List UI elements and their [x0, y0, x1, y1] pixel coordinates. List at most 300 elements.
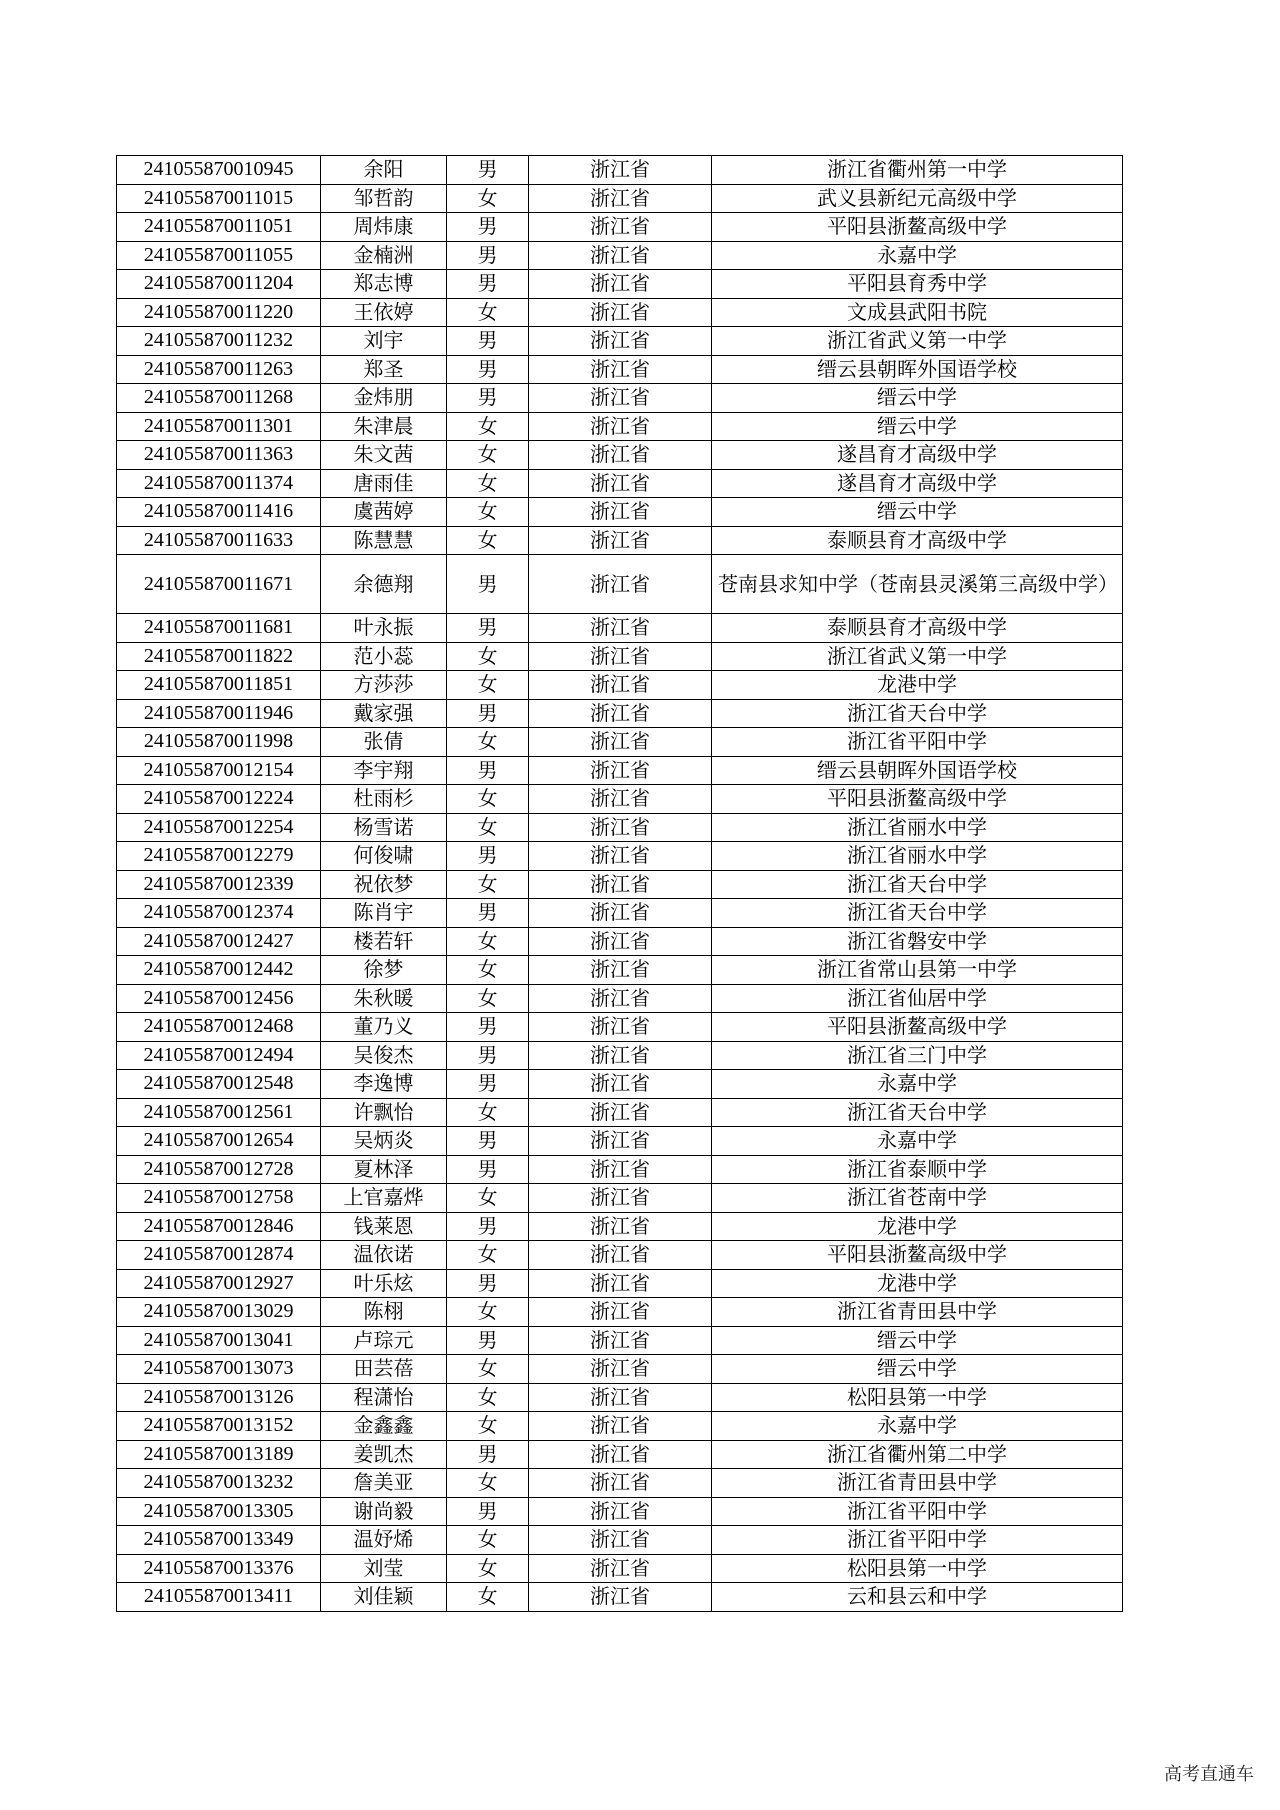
province-cell: 浙江省 — [529, 1041, 712, 1070]
student-name-cell: 杨雪诺 — [321, 813, 447, 842]
candidate-id-cell: 241055870012927 — [117, 1269, 321, 1298]
table-row — [117, 355, 1123, 384]
province-cell: 浙江省 — [529, 671, 712, 700]
gender-cell: 女 — [447, 441, 529, 470]
table-row — [117, 1212, 1123, 1241]
student-name-cell: 许飘怡 — [321, 1098, 447, 1127]
gender-cell: 女 — [447, 984, 529, 1013]
table-row — [117, 213, 1123, 242]
gender-cell: 男 — [447, 213, 529, 242]
student-name-cell: 田芸蓓 — [321, 1355, 447, 1384]
gender-cell: 男 — [447, 1497, 529, 1526]
table-row — [117, 184, 1123, 213]
school-cell: 平阳县浙鳌高级中学 — [712, 1241, 1123, 1270]
table-row — [117, 785, 1123, 814]
table-row — [117, 1583, 1123, 1612]
province-cell: 浙江省 — [529, 842, 712, 871]
candidate-id-cell: 241055870012494 — [117, 1041, 321, 1070]
student-name-cell: 陈肖宇 — [321, 899, 447, 928]
province-cell: 浙江省 — [529, 728, 712, 757]
province-cell: 浙江省 — [529, 813, 712, 842]
candidate-id-cell: 241055870011220 — [117, 298, 321, 327]
student-name-cell: 范小蕊 — [321, 642, 447, 671]
gender-cell: 女 — [447, 785, 529, 814]
gender-cell: 女 — [447, 1298, 529, 1327]
gender-cell: 女 — [447, 469, 529, 498]
gender-cell: 女 — [447, 927, 529, 956]
student-name-cell: 朱秋暖 — [321, 984, 447, 1013]
gender-cell: 女 — [447, 1098, 529, 1127]
province-cell: 浙江省 — [529, 469, 712, 498]
student-name-cell: 金楠洲 — [321, 241, 447, 270]
gender-cell: 男 — [447, 1269, 529, 1298]
student-name-cell: 程潇怡 — [321, 1383, 447, 1412]
gender-cell: 女 — [447, 1355, 529, 1384]
gender-cell: 女 — [447, 1554, 529, 1583]
school-cell: 永嘉中学 — [712, 1070, 1123, 1099]
candidate-id-cell: 241055870011055 — [117, 241, 321, 270]
table-row — [117, 327, 1123, 356]
province-cell: 浙江省 — [529, 927, 712, 956]
province-cell: 浙江省 — [529, 1184, 712, 1213]
province-cell: 浙江省 — [529, 241, 712, 270]
candidate-id-cell: 241055870013041 — [117, 1326, 321, 1355]
table-row — [117, 1554, 1123, 1583]
school-cell: 缙云中学 — [712, 384, 1123, 413]
student-name-cell: 余德翔 — [321, 555, 447, 614]
province-cell: 浙江省 — [529, 355, 712, 384]
school-cell: 泰顺县育才高级中学 — [712, 526, 1123, 555]
student-name-cell: 朱津晨 — [321, 412, 447, 441]
province-cell: 浙江省 — [529, 642, 712, 671]
gender-cell: 男 — [447, 842, 529, 871]
school-cell: 浙江省天台中学 — [712, 1098, 1123, 1127]
gender-cell: 男 — [447, 384, 529, 413]
gender-cell: 女 — [447, 1526, 529, 1555]
school-cell: 浙江省平阳中学 — [712, 1526, 1123, 1555]
province-cell: 浙江省 — [529, 899, 712, 928]
gender-cell: 女 — [447, 412, 529, 441]
gender-cell: 男 — [447, 1127, 529, 1156]
admission-roster-table — [116, 155, 1123, 1612]
gender-cell: 男 — [447, 1155, 529, 1184]
gender-cell: 女 — [447, 1241, 529, 1270]
school-cell: 苍南县求知中学（苍南县灵溪第三高级中学） — [712, 555, 1123, 614]
gender-cell: 男 — [447, 1070, 529, 1099]
gender-cell: 女 — [447, 870, 529, 899]
candidate-id-cell: 241055870013411 — [117, 1583, 321, 1612]
table-row — [117, 1098, 1123, 1127]
candidate-id-cell: 241055870011263 — [117, 355, 321, 384]
student-name-cell: 陈栩 — [321, 1298, 447, 1327]
table-row — [117, 156, 1123, 185]
province-cell: 浙江省 — [529, 526, 712, 555]
province-cell: 浙江省 — [529, 1269, 712, 1298]
student-name-cell: 吴俊杰 — [321, 1041, 447, 1070]
province-cell: 浙江省 — [529, 1127, 712, 1156]
student-name-cell: 刘莹 — [321, 1554, 447, 1583]
gender-cell: 男 — [447, 1212, 529, 1241]
candidate-id-cell: 241055870013232 — [117, 1469, 321, 1498]
table-row — [117, 1469, 1123, 1498]
province-cell: 浙江省 — [529, 555, 712, 614]
candidate-id-cell: 241055870011051 — [117, 213, 321, 242]
table-row — [117, 1155, 1123, 1184]
candidate-id-cell: 241055870011015 — [117, 184, 321, 213]
province-cell: 浙江省 — [529, 1497, 712, 1526]
gender-cell: 男 — [447, 1326, 529, 1355]
province-cell: 浙江省 — [529, 270, 712, 299]
school-cell: 缙云中学 — [712, 498, 1123, 527]
gender-cell: 男 — [447, 699, 529, 728]
table-row — [117, 1355, 1123, 1384]
school-cell: 平阳县浙鳌高级中学 — [712, 1013, 1123, 1042]
gender-cell: 女 — [447, 1583, 529, 1612]
school-cell: 平阳县育秀中学 — [712, 270, 1123, 299]
table-row — [117, 1383, 1123, 1412]
school-cell: 浙江省泰顺中学 — [712, 1155, 1123, 1184]
province-cell: 浙江省 — [529, 870, 712, 899]
candidate-id-cell: 241055870011946 — [117, 699, 321, 728]
school-cell: 永嘉中学 — [712, 241, 1123, 270]
school-cell: 浙江省常山县第一中学 — [712, 956, 1123, 985]
school-cell: 平阳县浙鳌高级中学 — [712, 213, 1123, 242]
table-row — [117, 1298, 1123, 1327]
table-row — [117, 728, 1123, 757]
table-row — [117, 469, 1123, 498]
candidate-id-cell: 241055870012758 — [117, 1184, 321, 1213]
gender-cell: 男 — [447, 270, 529, 299]
student-name-cell: 卢琮元 — [321, 1326, 447, 1355]
student-name-cell: 詹美亚 — [321, 1469, 447, 1498]
student-name-cell: 方莎莎 — [321, 671, 447, 700]
table-row — [117, 870, 1123, 899]
gender-cell: 女 — [447, 1383, 529, 1412]
student-name-cell: 姜凯杰 — [321, 1440, 447, 1469]
student-name-cell: 温妤烯 — [321, 1526, 447, 1555]
candidate-id-cell: 241055870012456 — [117, 984, 321, 1013]
student-name-cell: 朱文茜 — [321, 441, 447, 470]
province-cell: 浙江省 — [529, 956, 712, 985]
school-cell: 武义县新纪元高级中学 — [712, 184, 1123, 213]
gender-cell: 男 — [447, 1440, 529, 1469]
roster-table-body — [117, 156, 1123, 1612]
gender-cell: 男 — [447, 355, 529, 384]
gender-cell: 女 — [447, 498, 529, 527]
candidate-id-cell: 241055870011681 — [117, 614, 321, 643]
student-name-cell: 周炜康 — [321, 213, 447, 242]
student-name-cell: 董乃义 — [321, 1013, 447, 1042]
school-cell: 浙江省武义第一中学 — [712, 642, 1123, 671]
school-cell: 遂昌育才高级中学 — [712, 469, 1123, 498]
candidate-id-cell: 241055870013126 — [117, 1383, 321, 1412]
candidate-id-cell: 241055870013189 — [117, 1440, 321, 1469]
table-row — [117, 1184, 1123, 1213]
school-cell: 浙江省三门中学 — [712, 1041, 1123, 1070]
gender-cell: 女 — [447, 671, 529, 700]
table-row — [117, 699, 1123, 728]
school-cell: 浙江省青田县中学 — [712, 1298, 1123, 1327]
student-name-cell: 张倩 — [321, 728, 447, 757]
table-row — [117, 756, 1123, 785]
candidate-id-cell: 241055870012654 — [117, 1127, 321, 1156]
candidate-id-cell: 241055870011268 — [117, 384, 321, 413]
gender-cell: 女 — [447, 813, 529, 842]
candidate-id-cell: 241055870012874 — [117, 1241, 321, 1270]
table-row — [117, 1070, 1123, 1099]
province-cell: 浙江省 — [529, 412, 712, 441]
student-name-cell: 陈慧慧 — [321, 526, 447, 555]
candidate-id-cell: 241055870011822 — [117, 642, 321, 671]
province-cell: 浙江省 — [529, 1554, 712, 1583]
candidate-id-cell: 241055870012468 — [117, 1013, 321, 1042]
student-name-cell: 谢尚毅 — [321, 1497, 447, 1526]
province-cell: 浙江省 — [529, 184, 712, 213]
gender-cell: 女 — [447, 642, 529, 671]
candidate-id-cell: 241055870013305 — [117, 1497, 321, 1526]
candidate-id-cell: 241055870011416 — [117, 498, 321, 527]
school-cell: 浙江省仙居中学 — [712, 984, 1123, 1013]
student-name-cell: 祝依梦 — [321, 870, 447, 899]
province-cell: 浙江省 — [529, 1326, 712, 1355]
province-cell: 浙江省 — [529, 614, 712, 643]
table-row — [117, 899, 1123, 928]
student-name-cell: 李逸博 — [321, 1070, 447, 1099]
student-name-cell: 吴炳炎 — [321, 1127, 447, 1156]
gender-cell: 男 — [447, 756, 529, 785]
student-name-cell: 楼若轩 — [321, 927, 447, 956]
candidate-id-cell: 241055870012254 — [117, 813, 321, 842]
school-cell: 浙江省苍南中学 — [712, 1184, 1123, 1213]
candidate-id-cell: 241055870012728 — [117, 1155, 321, 1184]
table-row — [117, 1412, 1123, 1441]
school-cell: 缙云中学 — [712, 1326, 1123, 1355]
student-name-cell: 刘佳颖 — [321, 1583, 447, 1612]
table-row — [117, 498, 1123, 527]
province-cell: 浙江省 — [529, 699, 712, 728]
school-cell: 龙港中学 — [712, 1269, 1123, 1298]
table-row — [117, 384, 1123, 413]
school-cell: 松阳县第一中学 — [712, 1554, 1123, 1583]
table-row — [117, 270, 1123, 299]
province-cell: 浙江省 — [529, 1469, 712, 1498]
student-name-cell: 刘宇 — [321, 327, 447, 356]
school-cell: 浙江省丽水中学 — [712, 813, 1123, 842]
gender-cell: 男 — [447, 241, 529, 270]
candidate-id-cell: 241055870013029 — [117, 1298, 321, 1327]
province-cell: 浙江省 — [529, 298, 712, 327]
table-row — [117, 1041, 1123, 1070]
gender-cell: 女 — [447, 1469, 529, 1498]
candidate-id-cell: 241055870011204 — [117, 270, 321, 299]
candidate-id-cell: 241055870010945 — [117, 156, 321, 185]
school-cell: 浙江省衢州第一中学 — [712, 156, 1123, 185]
table-row — [117, 241, 1123, 270]
table-row — [117, 441, 1123, 470]
school-cell: 浙江省武义第一中学 — [712, 327, 1123, 356]
student-name-cell: 金炜朋 — [321, 384, 447, 413]
gender-cell: 女 — [447, 298, 529, 327]
candidate-id-cell: 241055870011671 — [117, 555, 321, 614]
province-cell: 浙江省 — [529, 1355, 712, 1384]
student-name-cell: 郑志博 — [321, 270, 447, 299]
candidate-id-cell: 241055870011633 — [117, 526, 321, 555]
student-name-cell: 邹哲韵 — [321, 184, 447, 213]
table-row — [117, 1526, 1123, 1555]
table-row — [117, 298, 1123, 327]
school-cell: 泰顺县育才高级中学 — [712, 614, 1123, 643]
table-row — [117, 1440, 1123, 1469]
province-cell: 浙江省 — [529, 1155, 712, 1184]
province-cell: 浙江省 — [529, 1526, 712, 1555]
table-row — [117, 813, 1123, 842]
province-cell: 浙江省 — [529, 327, 712, 356]
province-cell: 浙江省 — [529, 1412, 712, 1441]
student-name-cell: 王依婷 — [321, 298, 447, 327]
student-name-cell: 唐雨佳 — [321, 469, 447, 498]
school-cell: 缙云中学 — [712, 1355, 1123, 1384]
table-row — [117, 526, 1123, 555]
table-row — [117, 1013, 1123, 1042]
student-name-cell: 郑圣 — [321, 355, 447, 384]
candidate-id-cell: 241055870013152 — [117, 1412, 321, 1441]
student-name-cell: 李宇翔 — [321, 756, 447, 785]
student-name-cell: 戴家强 — [321, 699, 447, 728]
school-cell: 遂昌育才高级中学 — [712, 441, 1123, 470]
candidate-id-cell: 241055870012374 — [117, 899, 321, 928]
province-cell: 浙江省 — [529, 1212, 712, 1241]
school-cell: 浙江省衢州第二中学 — [712, 1440, 1123, 1469]
gender-cell: 女 — [447, 526, 529, 555]
school-cell: 浙江省天台中学 — [712, 699, 1123, 728]
table-row — [117, 671, 1123, 700]
province-cell: 浙江省 — [529, 756, 712, 785]
gender-cell: 男 — [447, 614, 529, 643]
school-cell: 缙云中学 — [712, 412, 1123, 441]
student-name-cell: 余阳 — [321, 156, 447, 185]
school-cell: 文成县武阳书院 — [712, 298, 1123, 327]
gender-cell: 男 — [447, 899, 529, 928]
school-cell: 浙江省青田县中学 — [712, 1469, 1123, 1498]
candidate-id-cell: 241055870011851 — [117, 671, 321, 700]
school-cell: 浙江省平阳中学 — [712, 1497, 1123, 1526]
province-cell: 浙江省 — [529, 1013, 712, 1042]
school-cell: 平阳县浙鳌高级中学 — [712, 785, 1123, 814]
school-cell: 龙港中学 — [712, 1212, 1123, 1241]
province-cell: 浙江省 — [529, 1098, 712, 1127]
school-cell: 松阳县第一中学 — [712, 1383, 1123, 1412]
student-name-cell: 何俊啸 — [321, 842, 447, 871]
student-name-cell: 上官嘉烨 — [321, 1184, 447, 1213]
candidate-id-cell: 241055870012442 — [117, 956, 321, 985]
school-cell: 云和县云和中学 — [712, 1583, 1123, 1612]
candidate-id-cell: 241055870011301 — [117, 412, 321, 441]
province-cell: 浙江省 — [529, 384, 712, 413]
candidate-id-cell: 241055870012427 — [117, 927, 321, 956]
table-row — [117, 555, 1123, 614]
student-name-cell: 徐梦 — [321, 956, 447, 985]
province-cell: 浙江省 — [529, 441, 712, 470]
table-row — [117, 1326, 1123, 1355]
table-row — [117, 1269, 1123, 1298]
gender-cell: 男 — [447, 1041, 529, 1070]
gender-cell: 男 — [447, 1013, 529, 1042]
table-row — [117, 927, 1123, 956]
candidate-id-cell: 241055870012846 — [117, 1212, 321, 1241]
table-row — [117, 842, 1123, 871]
candidate-id-cell: 241055870013349 — [117, 1526, 321, 1555]
candidate-id-cell: 241055870012154 — [117, 756, 321, 785]
table-row — [117, 984, 1123, 1013]
student-name-cell: 杜雨杉 — [321, 785, 447, 814]
table-row — [117, 614, 1123, 643]
school-cell: 缙云县朝晖外国语学校 — [712, 355, 1123, 384]
province-cell: 浙江省 — [529, 1298, 712, 1327]
candidate-id-cell: 241055870012561 — [117, 1098, 321, 1127]
candidate-id-cell: 241055870012279 — [117, 842, 321, 871]
province-cell: 浙江省 — [529, 156, 712, 185]
student-name-cell: 温依诺 — [321, 1241, 447, 1270]
student-name-cell: 金鑫鑫 — [321, 1412, 447, 1441]
gender-cell: 女 — [447, 184, 529, 213]
province-cell: 浙江省 — [529, 785, 712, 814]
candidate-id-cell: 241055870011363 — [117, 441, 321, 470]
school-cell: 永嘉中学 — [712, 1412, 1123, 1441]
school-cell: 浙江省磐安中学 — [712, 927, 1123, 956]
candidate-id-cell: 241055870012548 — [117, 1070, 321, 1099]
candidate-id-cell: 241055870013376 — [117, 1554, 321, 1583]
school-cell: 浙江省平阳中学 — [712, 728, 1123, 757]
student-name-cell: 叶永振 — [321, 614, 447, 643]
province-cell: 浙江省 — [529, 1383, 712, 1412]
candidate-id-cell: 241055870011374 — [117, 469, 321, 498]
school-cell: 浙江省天台中学 — [712, 870, 1123, 899]
table-row — [117, 1127, 1123, 1156]
candidate-id-cell: 241055870011232 — [117, 327, 321, 356]
gender-cell: 女 — [447, 956, 529, 985]
gender-cell: 女 — [447, 1412, 529, 1441]
footer-watermark: 高考直通车 — [1164, 1764, 1254, 1785]
school-cell: 浙江省丽水中学 — [712, 842, 1123, 871]
province-cell: 浙江省 — [529, 1070, 712, 1099]
candidate-id-cell: 241055870011998 — [117, 728, 321, 757]
table-row — [117, 1241, 1123, 1270]
table-row — [117, 642, 1123, 671]
gender-cell: 女 — [447, 1184, 529, 1213]
school-cell: 永嘉中学 — [712, 1127, 1123, 1156]
candidate-id-cell: 241055870012339 — [117, 870, 321, 899]
province-cell: 浙江省 — [529, 213, 712, 242]
province-cell: 浙江省 — [529, 1583, 712, 1612]
gender-cell: 男 — [447, 327, 529, 356]
candidate-id-cell: 241055870012224 — [117, 785, 321, 814]
table-row — [117, 1497, 1123, 1526]
student-name-cell: 钱莱恩 — [321, 1212, 447, 1241]
gender-cell: 女 — [447, 728, 529, 757]
province-cell: 浙江省 — [529, 984, 712, 1013]
gender-cell: 男 — [447, 156, 529, 185]
gender-cell: 男 — [447, 555, 529, 614]
school-cell: 浙江省天台中学 — [712, 899, 1123, 928]
school-cell: 缙云县朝晖外国语学校 — [712, 756, 1123, 785]
table-row — [117, 412, 1123, 441]
candidate-id-cell: 241055870013073 — [117, 1355, 321, 1384]
table-row — [117, 956, 1123, 985]
province-cell: 浙江省 — [529, 1440, 712, 1469]
student-name-cell: 夏林泽 — [321, 1155, 447, 1184]
province-cell: 浙江省 — [529, 498, 712, 527]
student-name-cell: 虞茜婷 — [321, 498, 447, 527]
